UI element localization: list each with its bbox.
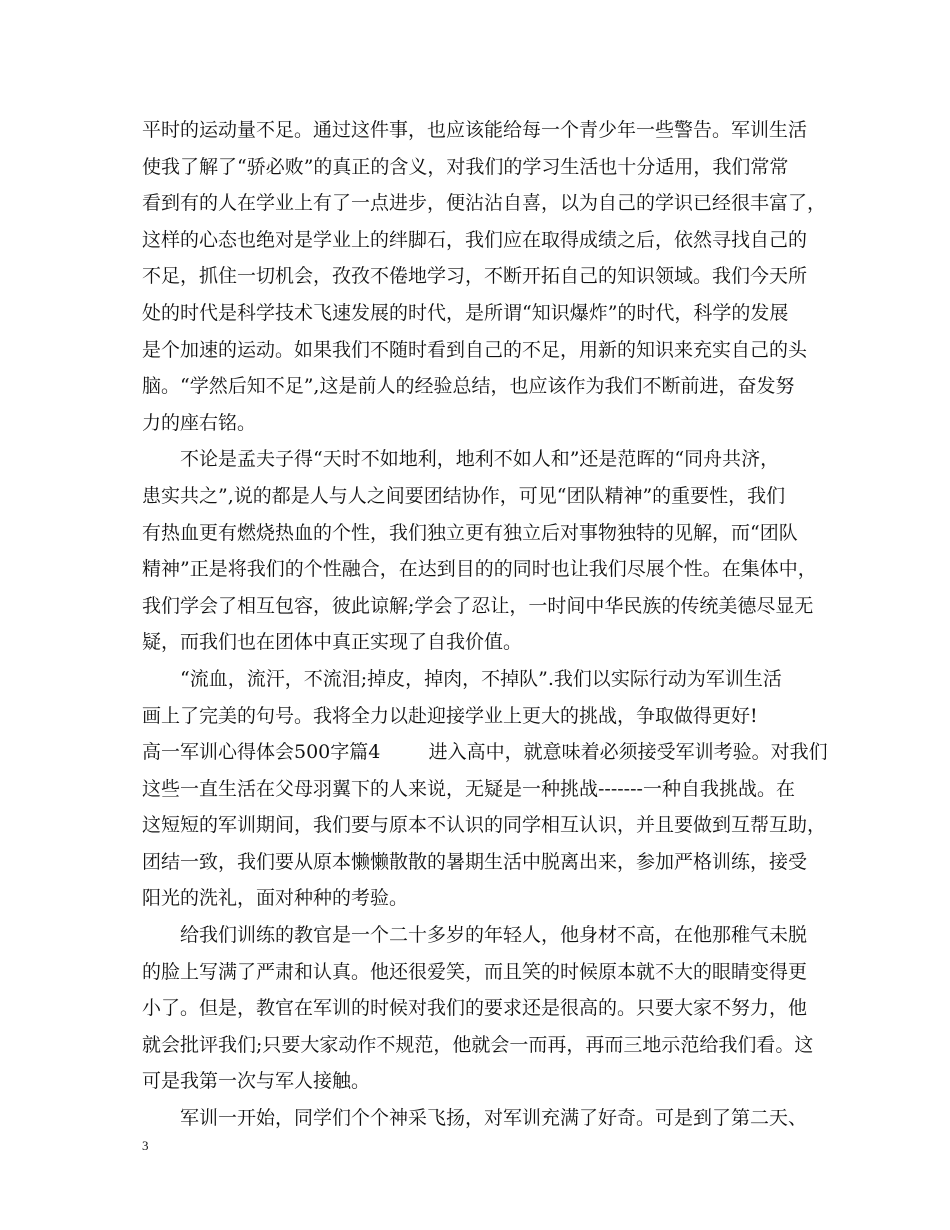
text-line: 不足，抓住一切机会，孜孜不倦地学习，不断开拓自己的知识领域。我们今天所 bbox=[142, 265, 808, 288]
text-line: 使我了解了“骄必败”的真正的含义，对我们的学习生活也十分适用，我们常常 bbox=[142, 155, 789, 178]
text-line: 我们学会了相互包容，彼此谅解;学会了忍让，一时间中华民族的传统美德尽显无 bbox=[142, 594, 814, 617]
section-heading-line: 高一军训心得体会500字篇4 进入高中，就意味着必须接受军训考验。对我们 bbox=[142, 741, 828, 764]
paragraph-first-line: “流血，流汗，不流泪;掉皮，掉肉，不掉队”.我们以实际行动为军训生活 bbox=[180, 667, 782, 690]
body-text bbox=[142, 112, 842, 1137]
text-line: 精神”正是将我们的个性融合，在达到目的的同时也让我们尽展个性。在集体中， bbox=[142, 558, 817, 581]
paragraph-first-line: 不论是孟夫子得“天时不如地利，地利不如人和”还是范晖的“同舟共济， bbox=[180, 448, 780, 471]
text-line: 这些一直生活在父母羽翼下的人来说，无疑是一种挑战-------一种自我挑战。在 bbox=[142, 777, 795, 800]
text-line: 有热血更有燃烧热血的个性，我们独立更有独立后对事物独特的见解，而“团队 bbox=[142, 521, 798, 544]
page-number: 3 bbox=[142, 1138, 149, 1153]
text-line: 小了。但是，教官在军训的时候对我们的要求还是很高的。只要大家不努力，他 bbox=[142, 997, 808, 1020]
paragraph-first-line: 军训一开始，同学们个个神采飞扬，对军训充满了好奇。可是到了第二天、 bbox=[180, 1107, 808, 1130]
text-line: 看到有的人在学业上有了一点进步，便沾沾自喜，以为自己的学识已经很丰富了， bbox=[142, 192, 827, 215]
paragraph-first-line: 给我们训练的教官是一个二十多岁的年轻人，他身材不高，在他那稚气未脱 bbox=[180, 924, 808, 947]
text-line: 力的座右铭。 bbox=[142, 411, 257, 434]
text-line: 疑，而我们也在团体中真正实现了自我价值。 bbox=[142, 631, 523, 654]
text-line: 画上了完美的句号。我将全力以赴迎接学业上更大的挑战，争取做得更好! bbox=[142, 704, 758, 727]
text-line: 阳光的洗礼，面对种种的考验。 bbox=[142, 887, 409, 910]
text-line: 可是我第一次与军人接触。 bbox=[142, 1070, 371, 1093]
text-line: 脑。“学然后知不足”,这是前人的经验总结，也应该作为我们不断前进，奋发努 bbox=[142, 375, 795, 398]
text-line: 患实共之”,说的都是人与人之间要团结协作，可见“团队精神”的重要性，我们 bbox=[142, 484, 786, 507]
text-line: 的脸上写满了严肃和认真。他还很爱笑，而且笑的时候原本就不大的眼睛变得更 bbox=[142, 960, 808, 983]
text-line: 平时的运动量不足。通过这件事，也应该能给每一个青少年一些警告。军训生活 bbox=[142, 119, 808, 141]
text-line: 团结一致，我们要从原本懒懒散散的暑期生活中脱离出来，参加严格训练，接受 bbox=[142, 850, 808, 873]
text-line: 这短短的军训期间，我们要与原本不认识的同学相互认识，并且要做到互帮互助， bbox=[142, 814, 827, 837]
text-line: 就会批评我们;只要大家动作不规范，他就会一而再，再而三地示范给我们看。这 bbox=[142, 1033, 814, 1056]
text-line: 处的时代是科学技术飞速发展的时代，是所谓“知识爆炸”的时代，科学的发展 bbox=[142, 301, 789, 324]
text-line: 是个加速的运动。如果我们不随时看到自己的不足，用新的知识来充实自己的头 bbox=[142, 338, 808, 361]
text-line: 这样的心态也绝对是学业上的绊脚石，我们应在取得成绩之后，依然寻找自己的 bbox=[142, 228, 808, 251]
